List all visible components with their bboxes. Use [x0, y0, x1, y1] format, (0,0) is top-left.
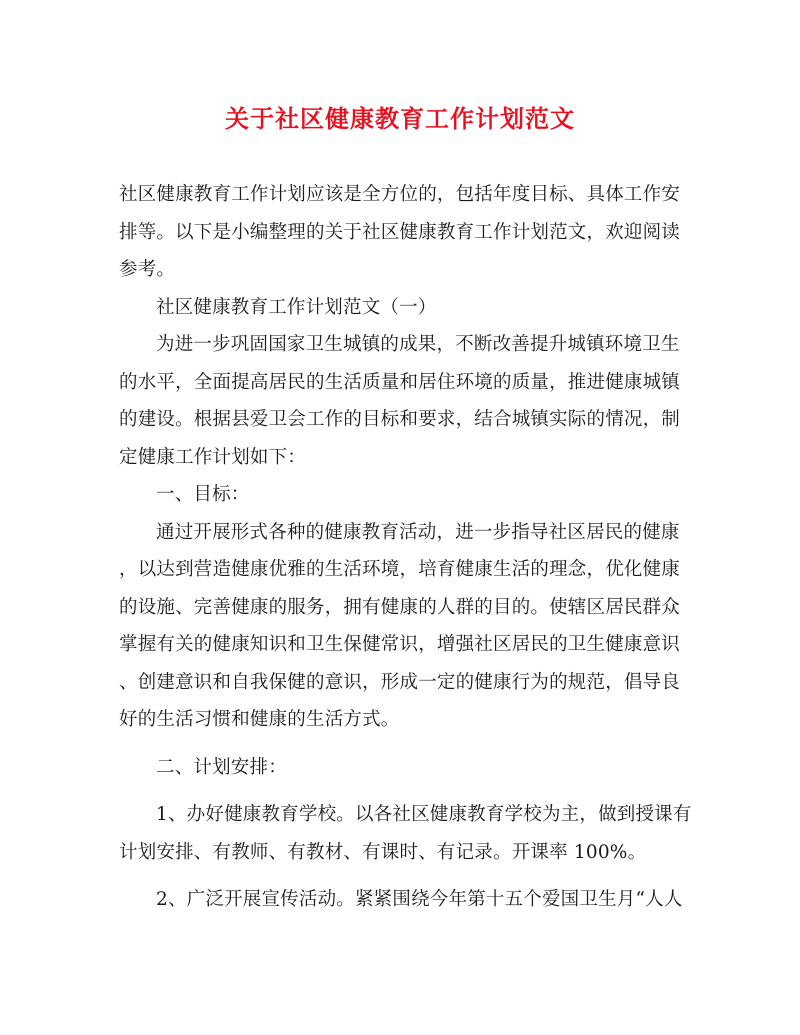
text-line: 好的生活习惯和健康的生活方式。: [119, 709, 400, 730]
text-line: 的水平，全面提高居民的生活质量和居住环境的质量，推进健康城镇: [119, 371, 681, 393]
plan-item-1: [119, 796, 692, 871]
text-line: 社区健康教育工作计划范文（一）: [156, 296, 437, 318]
preface-paragraph: [119, 326, 681, 476]
section-heading-sample-one: [119, 289, 681, 327]
text-line: 2、广泛开展宣传活动。紧紧围绕今年第十五个爱国卫生月“人人: [156, 889, 683, 910]
section-heading-plan: [119, 749, 681, 787]
text-line: 社区健康教育工作计划应该是全方位的，包括年度目标、具体工作安: [119, 184, 681, 205]
text-line: 的建设。根据县爱卫会工作的目标和要求，结合城镇实际的情况，制: [119, 409, 681, 430]
text-line: ，以达到营造健康优雅的生活环境，培育健康生活的理念，优化健康: [119, 559, 681, 580]
text-line: 、创建意识和自我保健的意识，形成一定的健康行为的规范，倡导良: [119, 671, 681, 693]
text-line: 掌握有关的健康知识和卫生保健常识，增强社区居民的卫生健康意识: [119, 634, 681, 655]
text-line: 计划安排、有教师、有教材、有课时、有记录。开课率 100%。: [119, 841, 647, 863]
document-title: 关于社区健康教育工作计划范文: [225, 104, 575, 133]
text-line: 通过开展形式各种的健康教育活动，进一步指导社区居民的健康: [156, 521, 680, 543]
section-heading-goals: [119, 476, 681, 514]
goals-paragraph: [119, 514, 681, 739]
text-line: 1、办好健康教育学校。以各社区健康教育学校为主，做到授课有: [156, 804, 692, 825]
text-line: 二、计划安排：: [156, 756, 287, 778]
document-body: [119, 176, 692, 919]
text-line: 排等。以下是小编整理的关于社区健康教育工作计划范文，欢迎阅读: [119, 221, 681, 243]
text-line: 定健康工作计划如下：: [119, 446, 307, 468]
text-line: 的设施、完善健康的服务，拥有健康的人群的目的。使辖区居民群众: [119, 596, 681, 618]
intro-paragraph: [119, 176, 681, 289]
text-line: 为进一步巩固国家卫生城镇的成果，不断改善提升城镇环境卫生: [156, 334, 680, 355]
text-line: 一、目标：: [156, 484, 250, 505]
plan-item-2: [119, 881, 681, 919]
text-line: 参考。: [119, 259, 176, 280]
